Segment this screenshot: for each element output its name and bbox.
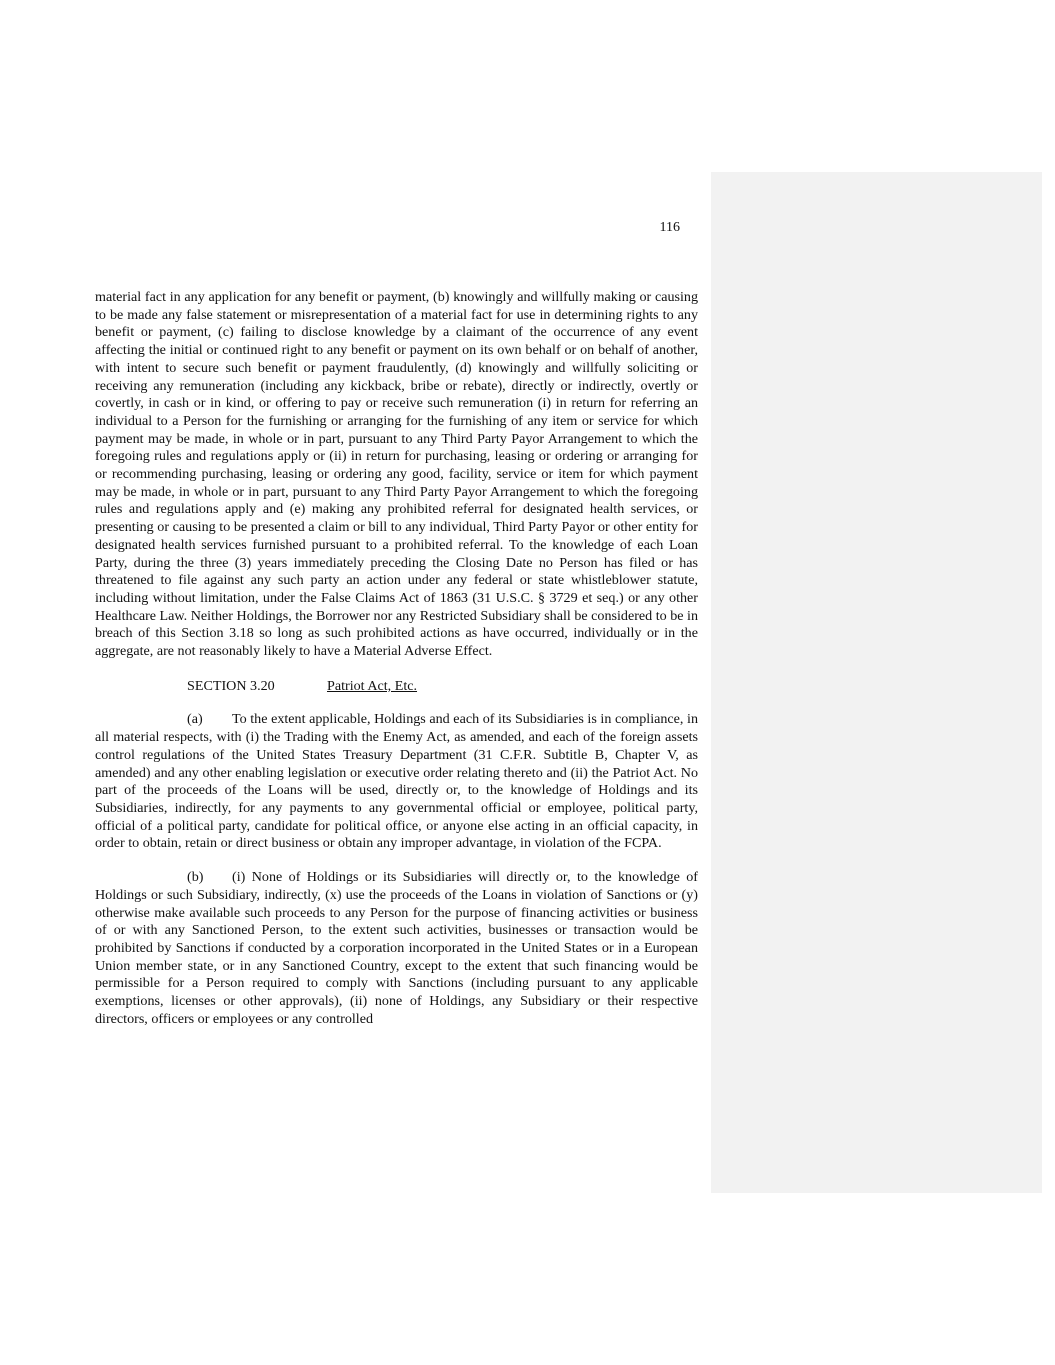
continuation-paragraph: material fact in any application for any benefit or payment, (b) knowingly and willfully making or causing to be made any false statement or misrepresentation of a material fact for use in determining rights to any benefit or payment, (c) failing to disclose knowledge by a claimant of the occurrence of any event affecting the initial or continued right to any benefit or payment on its own behalf or on behalf of another, with intent to secure such benefit or payment fraudulently, (d) knowingly and willfully soliciting or receiving any remuneration (including any kickback, bribe or rebate), directly or indirectly, overtly or covertly, in cash or in kind, or offering to pay or receive such remuneration (i) in return for referring an individual to a Person for the furnishing or arranging for the furnishing of any item or service for which payment may be made, in whole or in part, pursuant to any Third Party Payor Arrangement to which the foregoing rules and regulations apply or (ii) in return for purchasing, leasing or ordering or arranging for or recommending purchasing, leasing or ordering any good, facility, service or item for which payment may be made, in whole or in part, pursuant to any Third Party Payor Arrangement to which the foregoing rules and regulations apply and (e) making any prohibited referral for designated health services, or presenting or causing to be presented a claim or bill to any individual, Third Party Payor or other entity for designated health services furnished pursuant to a prohibited referral. To the knowledge of each Loan Party, during the three (3) years immediately preceding the Closing Date no Person has filed or has threatened to file against any such party an action under any federal or state whistleblower statute, including without limitation, under the False Claims Act of 1863 (31 U.S.C. § 3729 et seq.) or any other Healthcare Law. Neither Holdings, the Borrower nor any Restricted Subsidiary shall be considered to be in breach of this Section 3.18 so long as such prohibited actions as have occurred, individually or in the aggregate, are not reasonably likely to have a Material Adverse Effect.: [95, 289, 698, 660]
comment-pane: [711, 172, 1042, 1193]
paragraph-a: [95, 711, 698, 853]
paragraph-b-label: (b): [187, 869, 204, 886]
section-number: SECTION 3.20: [187, 677, 275, 694]
section-heading: [95, 678, 698, 696]
document-body: [95, 289, 698, 1028]
paragraph-b-text: (i) None of Holdings or its Subsidiaries will directly or, to the knowledge of Holdings or such Subsidiary, indirectly, (x) use the proceeds of the Loans in violation of Sanctions or (y) otherwise make available such proceeds to any Person for the purpose of financing activities or business of or with any Sanctioned Person, to the extent such activities, businesses or transaction would be prohibited by Sanctions if conducted by a corporation incorporated in the United States or in a European Union member state, or in any Sanctioned Country, except to the extent that such financing would be permissible for a Person required to comply with Sanctions (including pursuant to any applicable exemptions, licenses or other approvals), (ii) none of Holdings, any Subsidiary or their respective directors, officers or employees or any controlled: [95, 869, 698, 1027]
paragraph-a-text: To the extent applicable, Holdings and each of its Subsidiaries is in compliance, in all material respects, with (i) the Trading with the Enemy Act, as amended, and each of the foreign assets control regulations of the United States Treasury Department (31 C.F.R. Subtitle B, Chapter V, as amended) and any other enabling legislation or executive order relating thereto and (ii) the Patriot Act. No part of the proceeds of the Loans will be used, directly or, to the knowledge of Holdings and its Subsidiaries, indirectly, for any payments to any governmental official or employee, political party, official of a political party, candidate for political office, or anyone else acting in an official capacity, in order to obtain, retain or direct business or obtain any improper advantage, in violation of the FCPA.: [95, 711, 698, 852]
paragraph-a-label: (a): [187, 711, 203, 728]
page-number: 116: [659, 220, 680, 235]
section-title: Patriot Act, Etc.: [327, 677, 418, 694]
paragraph-b: [95, 869, 698, 1028]
